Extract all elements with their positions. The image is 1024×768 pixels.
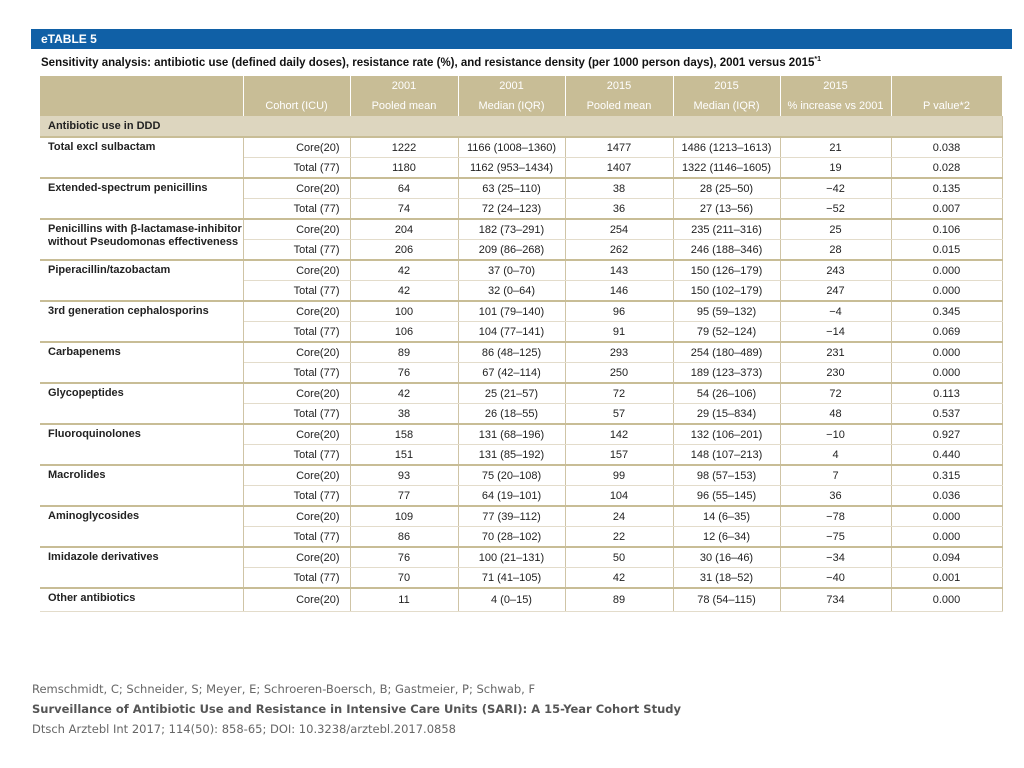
cell-pm2015: 142 — [565, 424, 673, 445]
header-year-5: 2015 — [673, 76, 780, 96]
cell-pm2001: 204 — [350, 219, 458, 240]
cell-med2001: 25 (21–57) — [458, 383, 565, 404]
cell-med2001: 63 (25–110) — [458, 178, 565, 199]
cell-med2001: 32 (0–64) — [458, 281, 565, 302]
cell-med2015: 254 (180–489) — [673, 342, 780, 363]
cell-cohort: Core(20) — [243, 219, 350, 240]
table-row — [40, 506, 1002, 527]
cell-cohort: Core(20) — [243, 342, 350, 363]
cell-med2001: 67 (42–114) — [458, 363, 565, 384]
cell-pm2001: 1180 — [350, 158, 458, 179]
cell-pm2015: 1407 — [565, 158, 673, 179]
cell-med2015: 27 (13–56) — [673, 199, 780, 220]
table-row — [40, 588, 1002, 612]
cell-p: 0.345 — [891, 301, 1002, 322]
etable-figure — [31, 29, 1012, 625]
cell-med2015: 1486 (1213–1613) — [673, 137, 780, 158]
drug-class-label: Carbapenems — [40, 342, 243, 383]
header-row-labels — [40, 96, 1002, 116]
cell-cohort: Total (77) — [243, 404, 350, 425]
table-row — [40, 260, 1002, 281]
cell-med2015: 189 (123–373) — [673, 363, 780, 384]
cell-pm2015: 250 — [565, 363, 673, 384]
cell-p: 0.135 — [891, 178, 1002, 199]
cell-p: 0.440 — [891, 445, 1002, 466]
cell-med2001: 37 (0–70) — [458, 260, 565, 281]
cell-pm2001: 38 — [350, 404, 458, 425]
cell-inc: 72 — [780, 383, 891, 404]
cell-med2015: 29 (15–834) — [673, 404, 780, 425]
citation-authors: Remschmidt, C; Schneider, S; Meyer, E; Schroeren-Boersch, B; Gastmeier, P; Schwab, F — [32, 682, 536, 696]
header-label-2: Pooled mean — [350, 96, 458, 116]
cell-cohort: Total (77) — [243, 322, 350, 343]
cell-cohort: Core(20) — [243, 506, 350, 527]
cell-inc: −40 — [780, 568, 891, 589]
cell-med2001: 77 (39–112) — [458, 506, 565, 527]
table-row — [40, 342, 1002, 363]
cell-pm2015: 262 — [565, 240, 673, 261]
cell-cohort: Total (77) — [243, 527, 350, 548]
cell-cohort: Total (77) — [243, 199, 350, 220]
cell-pm2001: 106 — [350, 322, 458, 343]
table-row — [40, 219, 1002, 240]
cell-inc: 21 — [780, 137, 891, 158]
cell-pm2015: 38 — [565, 178, 673, 199]
cell-pm2015: 50 — [565, 547, 673, 568]
cell-cohort: Core(20) — [243, 137, 350, 158]
cell-inc: 25 — [780, 219, 891, 240]
cell-inc: 231 — [780, 342, 891, 363]
cell-p: 0.000 — [891, 260, 1002, 281]
cell-med2001: 4 (0–15) — [458, 588, 565, 612]
cell-p: 0.001 — [891, 568, 1002, 589]
table-row — [40, 424, 1002, 445]
cell-pm2001: 74 — [350, 199, 458, 220]
cell-cohort: Total (77) — [243, 363, 350, 384]
cell-pm2015: 143 — [565, 260, 673, 281]
cell-cohort: Total (77) — [243, 158, 350, 179]
cell-p: 0.106 — [891, 219, 1002, 240]
cell-p: 0.038 — [891, 137, 1002, 158]
cell-med2015: 235 (211–316) — [673, 219, 780, 240]
cell-inc: −42 — [780, 178, 891, 199]
table-row — [40, 301, 1002, 322]
cell-pm2001: 1222 — [350, 137, 458, 158]
cell-p: 0.000 — [891, 506, 1002, 527]
cell-med2015: 132 (106–201) — [673, 424, 780, 445]
cell-pm2015: 1477 — [565, 137, 673, 158]
cell-med2001: 72 (24–123) — [458, 199, 565, 220]
cell-cohort: Core(20) — [243, 547, 350, 568]
cell-p: 0.000 — [891, 527, 1002, 548]
cell-inc: −34 — [780, 547, 891, 568]
cell-med2015: 54 (26–106) — [673, 383, 780, 404]
cell-pm2015: 72 — [565, 383, 673, 404]
drug-class-label: Other antibiotics — [40, 588, 243, 612]
header-label-6: % increase vs 2001 — [780, 96, 891, 116]
cell-p: 0.537 — [891, 404, 1002, 425]
cell-med2015: 98 (57–153) — [673, 465, 780, 486]
cell-pm2015: 24 — [565, 506, 673, 527]
cell-pm2015: 104 — [565, 486, 673, 507]
cell-inc: 36 — [780, 486, 891, 507]
cell-med2001: 104 (77–141) — [458, 322, 565, 343]
cell-cohort: Total (77) — [243, 281, 350, 302]
cell-cohort: Total (77) — [243, 445, 350, 466]
cell-pm2001: 70 — [350, 568, 458, 589]
header-label-5: Median (IQR) — [673, 96, 780, 116]
cell-pm2001: 93 — [350, 465, 458, 486]
cell-inc: −52 — [780, 199, 891, 220]
cell-cohort: Total (77) — [243, 240, 350, 261]
cell-med2001: 131 (68–196) — [458, 424, 565, 445]
table-title-footnote: *1 — [814, 56, 822, 64]
cell-med2001: 70 (28–102) — [458, 527, 565, 548]
cell-inc: 243 — [780, 260, 891, 281]
cell-cohort: Core(20) — [243, 178, 350, 199]
header-year-7 — [891, 76, 1002, 96]
cell-inc: 28 — [780, 240, 891, 261]
cell-cohort: Core(20) — [243, 588, 350, 612]
header-label-4: Pooled mean — [565, 96, 673, 116]
cell-inc: 734 — [780, 588, 891, 612]
cell-pm2015: 99 — [565, 465, 673, 486]
cell-med2001: 64 (19–101) — [458, 486, 565, 507]
cell-pm2001: 206 — [350, 240, 458, 261]
drug-class-label: Piperacillin/tazobactam — [40, 260, 243, 301]
cell-p: 0.927 — [891, 424, 1002, 445]
cell-inc: 7 — [780, 465, 891, 486]
drug-class-label: Penicillins with β-lactamase-inhibitor without Pseudomonas effectiveness — [40, 219, 243, 260]
cell-inc: −14 — [780, 322, 891, 343]
cell-cohort: Core(20) — [243, 383, 350, 404]
drug-class-label: Glycopeptides — [40, 383, 243, 424]
cell-p: 0.000 — [891, 342, 1002, 363]
cell-med2001: 100 (21–131) — [458, 547, 565, 568]
cell-inc: −78 — [780, 506, 891, 527]
cell-med2015: 78 (54–115) — [673, 588, 780, 612]
cell-med2015: 95 (59–132) — [673, 301, 780, 322]
table-row — [40, 547, 1002, 568]
header-year-2: 2001 — [350, 76, 458, 96]
cell-pm2015: 42 — [565, 568, 673, 589]
cell-med2001: 1162 (953–1434) — [458, 158, 565, 179]
cell-pm2001: 11 — [350, 588, 458, 612]
cell-pm2015: 146 — [565, 281, 673, 302]
cell-pm2015: 22 — [565, 527, 673, 548]
cell-med2015: 14 (6–35) — [673, 506, 780, 527]
cell-pm2001: 100 — [350, 301, 458, 322]
cell-med2001: 26 (18–55) — [458, 404, 565, 425]
table-row — [40, 137, 1002, 158]
sensitivity-table — [40, 76, 1003, 612]
section-label: Antibiotic use in DDD — [40, 116, 1002, 137]
header-label-7: P value*2 — [891, 96, 1002, 116]
cell-cohort: Core(20) — [243, 260, 350, 281]
cell-pm2015: 91 — [565, 322, 673, 343]
cell-pm2001: 42 — [350, 281, 458, 302]
cell-p: 0.069 — [891, 322, 1002, 343]
header-label-0 — [40, 96, 243, 116]
cell-pm2015: 254 — [565, 219, 673, 240]
cell-med2015: 30 (16–46) — [673, 547, 780, 568]
section-row — [40, 116, 1002, 137]
citation-title: Surveillance of Antibiotic Use and Resistance in Intensive Care Units (SARI): A 15-Year Cohort Study — [32, 702, 681, 716]
cell-med2001: 75 (20–108) — [458, 465, 565, 486]
cell-inc: 247 — [780, 281, 891, 302]
cell-pm2001: 109 — [350, 506, 458, 527]
drug-class-label: Macrolides — [40, 465, 243, 506]
drug-class-label: Fluoroquinolones — [40, 424, 243, 465]
cell-pm2015: 89 — [565, 588, 673, 612]
cell-p: 0.000 — [891, 281, 1002, 302]
header-year-4: 2015 — [565, 76, 673, 96]
header-row-years — [40, 76, 1002, 96]
cell-cohort: Core(20) — [243, 301, 350, 322]
cell-inc: 19 — [780, 158, 891, 179]
cell-inc: 4 — [780, 445, 891, 466]
cell-med2001: 71 (41–105) — [458, 568, 565, 589]
cell-med2015: 28 (25–50) — [673, 178, 780, 199]
cell-pm2001: 64 — [350, 178, 458, 199]
cell-pm2001: 77 — [350, 486, 458, 507]
cell-med2001: 182 (73–291) — [458, 219, 565, 240]
cell-cohort: Core(20) — [243, 465, 350, 486]
table-label-band: eTABLE 5 — [31, 29, 1012, 49]
cell-med2001: 101 (79–140) — [458, 301, 565, 322]
header-year-3: 2001 — [458, 76, 565, 96]
cell-pm2001: 42 — [350, 383, 458, 404]
header-label-3: Median (IQR) — [458, 96, 565, 116]
table-title — [41, 53, 1006, 73]
header-year-0 — [40, 76, 243, 96]
table-title-text: Sensitivity analysis: antibiotic use (defined daily doses), resistance rate (%), and resistance density (per 1000 person days), 2001 versus 2015 — [41, 57, 815, 69]
header-year-6: 2015 — [780, 76, 891, 96]
drug-class-label: Aminoglycosides — [40, 506, 243, 547]
cell-pm2001: 158 — [350, 424, 458, 445]
cell-cohort: Total (77) — [243, 486, 350, 507]
cell-pm2015: 293 — [565, 342, 673, 363]
cell-p: 0.015 — [891, 240, 1002, 261]
cell-cohort: Core(20) — [243, 424, 350, 445]
cell-pm2015: 57 — [565, 404, 673, 425]
cell-med2015: 12 (6–34) — [673, 527, 780, 548]
cell-med2001: 86 (48–125) — [458, 342, 565, 363]
cell-inc: 48 — [780, 404, 891, 425]
cell-med2015: 150 (126–179) — [673, 260, 780, 281]
cell-pm2001: 76 — [350, 547, 458, 568]
table-body — [40, 116, 1002, 612]
cell-med2015: 150 (102–179) — [673, 281, 780, 302]
cell-med2001: 131 (85–192) — [458, 445, 565, 466]
cell-pm2015: 36 — [565, 199, 673, 220]
table-row — [40, 178, 1002, 199]
cell-pm2001: 76 — [350, 363, 458, 384]
table-row — [40, 383, 1002, 404]
cell-pm2001: 89 — [350, 342, 458, 363]
citation-source: Dtsch Arztebl Int 2017; 114(50): 858-65; DOI: 10.3238/arztebl.2017.0858 — [32, 722, 456, 736]
cell-p: 0.000 — [891, 363, 1002, 384]
table-row — [40, 465, 1002, 486]
cell-med2015: 148 (107–213) — [673, 445, 780, 466]
drug-class-label: Imidazole derivatives — [40, 547, 243, 588]
cell-pm2001: 42 — [350, 260, 458, 281]
cell-p: 0.113 — [891, 383, 1002, 404]
cell-med2015: 1322 (1146–1605) — [673, 158, 780, 179]
cell-pm2015: 157 — [565, 445, 673, 466]
cell-inc: −10 — [780, 424, 891, 445]
citation-block — [32, 679, 681, 739]
cell-med2001: 209 (86–268) — [458, 240, 565, 261]
cell-med2001: 1166 (1008–1360) — [458, 137, 565, 158]
cell-p: 0.094 — [891, 547, 1002, 568]
cell-p: 0.036 — [891, 486, 1002, 507]
drug-class-label: Total excl sulbactam — [40, 137, 243, 178]
cell-pm2001: 86 — [350, 527, 458, 548]
cell-inc: −75 — [780, 527, 891, 548]
cell-pm2015: 96 — [565, 301, 673, 322]
cell-inc: 230 — [780, 363, 891, 384]
cell-cohort: Total (77) — [243, 568, 350, 589]
cell-med2015: 96 (55–145) — [673, 486, 780, 507]
cell-med2015: 246 (188–346) — [673, 240, 780, 261]
cell-inc: −4 — [780, 301, 891, 322]
cell-p: 0.315 — [891, 465, 1002, 486]
cell-p: 0.028 — [891, 158, 1002, 179]
header-label-1: Cohort (ICU) — [243, 96, 350, 116]
header-year-1 — [243, 76, 350, 96]
cell-med2015: 31 (18–52) — [673, 568, 780, 589]
cell-med2015: 79 (52–124) — [673, 322, 780, 343]
drug-class-label: 3rd generation cephalosporins — [40, 301, 243, 342]
cell-pm2001: 151 — [350, 445, 458, 466]
cell-p: 0.000 — [891, 588, 1002, 612]
cell-p: 0.007 — [891, 199, 1002, 220]
drug-class-label: Extended-spectrum penicillins — [40, 178, 243, 219]
